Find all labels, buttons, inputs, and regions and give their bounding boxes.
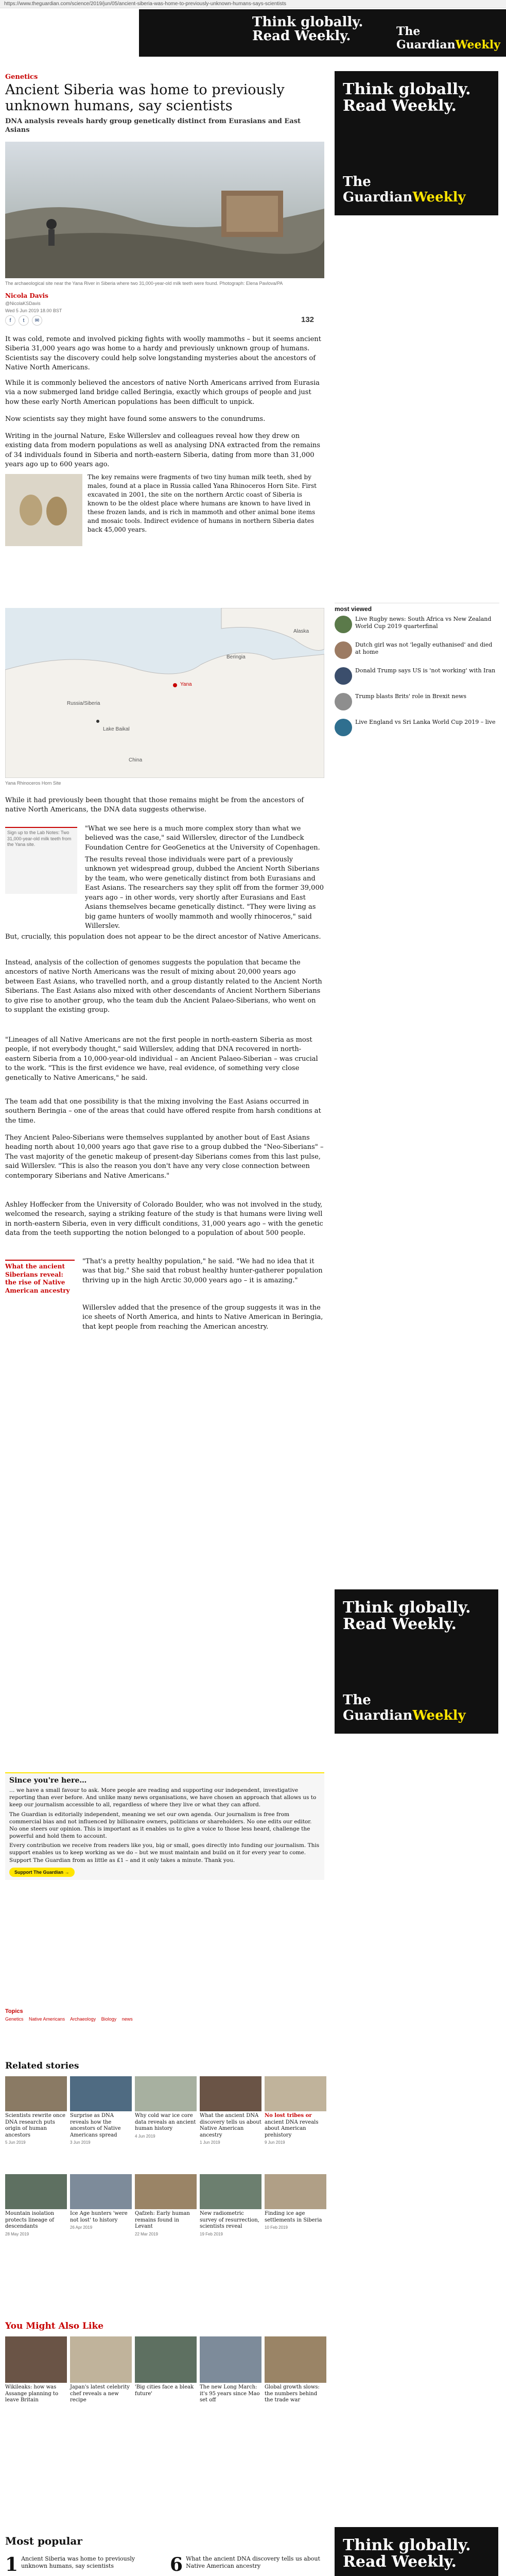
sidebar-ad-bottom[interactable] — [335, 2527, 498, 2576]
related-time: 19 Feb 2019 — [200, 2231, 223, 2236]
related-thumb — [5, 2174, 67, 2209]
related-card-title — [70, 2211, 132, 2224]
ymal-title-text: Japan's latest celebrity chef reveals a new recipe — [70, 2384, 130, 2403]
related-time: 1 Jun 2019 — [200, 2140, 220, 2145]
most-viewed-item[interactable] — [335, 719, 499, 736]
twitter-icon[interactable]: t — [19, 315, 29, 326]
paragraph-8: The results reveal those individuals were part of a previously unknown yet widespread group, dubbed the Ancient North Siberians by the team, who were genetically distinct from both Eurasians and East Asians. The researchers say they split off from the former 39,000 years ago – in other words, very shortly after Eurasians and East Asians themselves became genetically distinct. "They were living as big game hunters of woolly mammoth and woolly rhinoceros," said Willerslev. — [85, 856, 324, 930]
sidebar-ad2-headline: Think globally. Read Weekly. — [343, 1599, 471, 1633]
related-card[interactable] — [70, 2076, 132, 2145]
ymal-thumb — [265, 2336, 326, 2383]
most-viewed-item[interactable] — [335, 693, 499, 710]
related-title-text: Mountain isolation protects lineage of descendants — [5, 2211, 55, 2229]
pull-quote-box — [5, 1260, 75, 1321]
related-card[interactable] — [5, 2076, 67, 2145]
map-label-beringia: Beringia — [226, 654, 246, 660]
address-bar[interactable]: https://www.theguardian.com/science/2019/jun/05/ancient-siberia-was-home-to-previously-unknown-humans-says-scientists — [0, 0, 506, 8]
topics — [5, 2008, 324, 2022]
ad-brand: The GuardianWeekly — [396, 25, 500, 52]
ymal-title-text: The new Long March: it's 95 years since Mao set off — [200, 2384, 260, 2403]
related-card-title — [200, 2113, 261, 2139]
map-caption: Yana Rhinoceros Horn Site — [5, 781, 61, 786]
facebook-icon[interactable]: f — [5, 315, 15, 326]
paragraph-5: The key remains were fragments of two tiny human milk teeth, shed by males, found at a place in Russia called Yana Rhinoceros Horn Site. First excavated in 2001, the site on the northern Arctic coast of Siberia is known to be the oldest place where humans are known to have lived in these frozen lands, and is rich in mammoth and other animal bone items and mosaic tools. Indirect evidence of humans in northern Siberia dates back 45,000 years. — [88, 473, 317, 534]
comments-count[interactable]: 132 — [301, 315, 315, 324]
mv-thumb — [335, 667, 352, 685]
related-card[interactable] — [200, 2076, 261, 2145]
ymal-thumb — [70, 2336, 132, 2383]
mv-text: Donald Trump says US is 'not working' with Iran — [355, 667, 496, 674]
related-title-text: What the ancient DNA discovery tells us about Native American ancestry — [200, 2113, 261, 2138]
paragraph-4: Writing in the journal Nature, Eske Willerslev and colleagues reveal how they drew on existing data from modern populations as well as analysing DNA extracted from the remains of 34 individuals found in Siberia and north-eastern Siberia, dating from more than 31,000 years ago up to 600 years ago. — [5, 432, 321, 469]
sidebar-ad-top[interactable] — [335, 71, 498, 215]
related-thumb — [200, 2174, 261, 2209]
most-popular-item[interactable] — [5, 2555, 160, 2574]
ymal-thumb — [5, 2336, 67, 2383]
related-card[interactable] — [200, 2174, 261, 2236]
related-card[interactable] — [135, 2174, 197, 2236]
related-thumb — [135, 2076, 197, 2111]
related-card-title — [200, 2211, 261, 2230]
related-card[interactable] — [265, 2174, 326, 2230]
ymal-title-text: 'Big cities face a bleak future' — [135, 2384, 194, 2397]
mv-text: Live England vs Sri Lanka World Cup 2019 – live — [355, 719, 496, 725]
related-card[interactable] — [5, 2174, 67, 2236]
signup-caption: Sign up to the Lab Notes: Two 31,000-year-old milk teeth from the Yana site. — [7, 830, 72, 848]
sign-up-image — [5, 827, 77, 894]
main-image-graphic — [5, 142, 324, 278]
related-kicker: No lost tribes or — [265, 2113, 312, 2119]
related-title-text: New radiometric survey of resurrection, scientists reveal — [200, 2211, 259, 2229]
most-popular-text: Ancient Siberia was home to previously unknown humans, say scientists — [21, 2555, 135, 2570]
paragraph-13: They Ancient Paleo-Siberians were themselves supplanted by another bout of East Asians heading north about 10,000 years ago that gave rise to a group dubbed the "Neo-Siberians" – The vast majority of the genetic makeup of present-day Siberians comes from this last pulse, said Willerslev. "This is also the reason you don't have any very close connection between contemporary Siberians and Native Americans." — [5, 1134, 324, 1180]
related-card-title — [265, 2211, 326, 2224]
related-card-title — [265, 2113, 326, 2139]
related-card-title — [5, 2211, 67, 2230]
map-label-baikal: Lake Baikal — [103, 726, 130, 732]
ymal-title-text: Global growth slows: the numbers behind the trade war — [265, 2384, 320, 2403]
related-card-title — [5, 2113, 67, 2139]
related-thumb — [265, 2174, 326, 2209]
paragraph-6: While it had previously been thought that those remains might be from the ancestors of native North Americans, the DNA data suggests otherwise. — [5, 796, 304, 814]
most-viewed — [335, 603, 499, 744]
ymal-card[interactable] — [5, 2336, 67, 2404]
map-label-yana: Yana — [180, 682, 192, 687]
byline — [5, 291, 62, 314]
topics-title: Topics — [5, 2008, 23, 2014]
related-title: Related stories — [5, 2061, 79, 2071]
ad-headline: Think globally. Read Weekly. — [252, 14, 363, 44]
mv-thumb — [335, 641, 352, 659]
ymal-card[interactable] — [135, 2336, 197, 2397]
main-image-caption: The archaeological site near the Yana River in Siberia where two 31,000-year-old milk teeth were found. Photograph: Elena Pavlova/PA — [5, 281, 283, 286]
map-graphic — [5, 608, 324, 778]
ymal-card[interactable] — [265, 2336, 326, 2404]
map-label-russia: Russia/Siberia — [67, 701, 100, 706]
ymal-title-text: Wikileaks: how was Assange planning to leave Britain — [5, 2384, 59, 2403]
topic-link[interactable]: Biology — [101, 2016, 117, 2022]
paragraph-15: "That's a pretty healthy population," he said. "We had no idea that it was that big." She said that robust healthy hunter-gatherer population thriving up in the high Arctic 30,000 years ago – it is amazing." — [82, 1258, 323, 1284]
related-thumb — [70, 2076, 132, 2111]
related-thumb — [200, 2076, 261, 2111]
support-title: Since you're here… — [9, 1776, 87, 1785]
most-popular-title: Most popular — [5, 2535, 82, 2547]
topic-link[interactable]: news — [121, 2016, 133, 2022]
mv-text: Trump blasts Brits' role in Brexit news — [355, 693, 467, 700]
paragraph-2: While it is commonly believed the ancestors of native North Americans arrived from Eurasia via a now submerged land bridge called Beringia, exactly which groups of people and just how these early North American populations has been difficult to unpick. — [5, 379, 320, 406]
sidebar-ad2-brand: The GuardianWeekly — [343, 1692, 466, 1723]
related-time: 4 Jun 2019 — [135, 2133, 155, 2139]
paragraph-10: Instead, analysis of the collection of genomes suggests the population that became the ancestors of native North Americans was the result of mixing about 20,000 years ago between East Asians, who travelled north, and a group distantly related to the Ancient North Siberians. The East Asians also mixed with other descendants of Ancient Northern Siberians to give rise to another group, who the team dub the Ancient Palaeo-Siberians, who went on to supplant the existing group. — [5, 959, 322, 1014]
related-card-title — [70, 2113, 132, 2139]
related-time: 3 Jun 2019 — [70, 2140, 91, 2145]
support-text-3: Every contribution we receive from readers like you, big or small, goes directly into funding our journalism. This support enables us to keep working as we do – but we must maintain and build on it for every year to come. Support The Guardian from as little as £1 – and it only takes a minute. Thank you. — [9, 1842, 320, 1863]
related-card[interactable] — [70, 2174, 132, 2230]
most-popular-item[interactable] — [170, 2555, 324, 2574]
most-popular-rank: 1 — [5, 2554, 19, 2575]
mv-thumb — [335, 616, 352, 633]
related-time: 9 Jun 2019 — [265, 2140, 285, 2145]
related-thumb — [135, 2174, 197, 2209]
related-title-text: Qafzeh: Early human remains found in Levant — [135, 2211, 190, 2229]
mv-thumb — [335, 719, 352, 736]
most-viewed-item[interactable] — [335, 616, 499, 633]
map-figure — [5, 608, 324, 778]
author-handle[interactable]: @NicolaKSDavis — [5, 301, 41, 306]
related-title-text: Scientists rewrite once DNA research puts origin of human ancestors — [5, 2113, 66, 2138]
related-title-text: Ice Age hunters 'were not lost' to history — [70, 2211, 128, 2223]
most-viewed-item[interactable] — [335, 667, 499, 685]
related-card-title — [135, 2113, 197, 2132]
topic-link[interactable]: Genetics — [5, 2016, 24, 2022]
map-label-alaska: Alaska — [293, 629, 309, 634]
related-title-text: Surprise as DNA reveals how the ancestors of Native Americans spread — [70, 2113, 121, 2138]
ymal-thumb — [135, 2336, 197, 2383]
most-popular-text: What the ancient DNA discovery tells us about Native American ancestry — [186, 2555, 320, 2570]
mv-text: Live Rugby news: South Africa vs New Zealand World Cup 2019 quarterfinal — [355, 616, 492, 630]
topic-link[interactable]: Archaeology — [70, 2016, 96, 2022]
map-label-china: China — [129, 757, 143, 763]
sidebar-ad-middle[interactable] — [335, 1589, 498, 1734]
paragraph-9: But, crucially, this population does not appear to be the direct ancestor of Native Americans. — [5, 933, 321, 941]
publish-date: Wed 5 Jun 2019 18.00 BST — [5, 308, 62, 313]
topic-link[interactable]: Native Americans — [29, 2016, 65, 2022]
most-popular-rank: 6 — [170, 2554, 183, 2575]
related-time: 28 May 2019 — [5, 2231, 29, 2236]
support-text-2: The Guardian is editorially independent, meaning we set our own agenda. Our journalism is free from commercial bias and not influenced by billionaire owners, politicians or shareholders. No one edits our editor. No one steers our opinion. This is important as it enables us to give a voice to those less heard, challenge the powerful and hold them to account. — [9, 1811, 312, 1840]
related-title-text: Why cold war ice core data reveals an ancient human history — [135, 2113, 196, 2131]
share-bar — [5, 315, 42, 326]
support-box — [5, 1772, 324, 1880]
paragraph-7: "What we see here is a much more complex story than what we believed was the case," said Willerslev, director of the Lundbeck Foundation Centre for GeoGenetics at the University of Copenhagen. — [85, 825, 320, 852]
related-thumb — [70, 2174, 132, 2209]
section-label[interactable]: Genetics — [5, 73, 38, 81]
related-time: 10 Feb 2019 — [265, 2225, 288, 2230]
ymal-title: You Might Also Like — [5, 2321, 104, 2331]
related-time: 26 Apr 2019 — [70, 2225, 93, 2230]
related-thumb — [265, 2076, 326, 2111]
author-name[interactable]: Nicola Davis — [5, 292, 48, 299]
sidebar-ad-headline: Think globally. Read Weekly. — [343, 80, 471, 115]
related-time: 22 Mar 2019 — [135, 2231, 158, 2236]
sidebar-ad-brand: The GuardianWeekly — [343, 174, 466, 205]
email-icon[interactable]: ✉ — [32, 315, 42, 326]
ymal-thumb — [200, 2336, 261, 2383]
top-ad-small[interactable] — [0, 9, 136, 57]
most-viewed-item[interactable] — [335, 641, 499, 659]
related-card[interactable] — [135, 2076, 197, 2139]
paragraph-3: Now scientists say they might have found some answers to the conundrums. — [5, 415, 266, 423]
sidebar-ad3-headline: Think globally. Read Weekly. — [343, 2536, 471, 2571]
support-text-1: … we have a small favour to ask. More people are reading and supporting our independent, investigative reporting than ever before. And unlike many news organisations, we have chosen an approach that allows us to keep our journalism accessible to all, regardless of where they live or what they can afford. — [9, 1787, 317, 1808]
most-viewed-title: most viewed — [335, 603, 499, 613]
standfirst: DNA analysis reveals hardy group genetically distinct from Eurasians and East Asians — [5, 117, 301, 134]
related-title-text: Finding ice age settlements in Siberia — [265, 2211, 322, 2223]
ymal-card[interactable] — [70, 2336, 132, 2404]
mv-thumb — [335, 693, 352, 710]
paragraph-12: The team add that one possibility is that the mixing involving the East Asians occurred in southern Beringia – one of the areas that could have offered respite from harsh conditions at the time. — [5, 1098, 321, 1125]
paragraph-14: Ashley Hoffecker from the University of Colorado Boulder, who was not involved in the study, welcomed the research, saying a striking feature of the study is that humans were living well in north-eastern Siberia, even in very difficult conditions, 31,000 years ago – with the genetic data from the teeth supporting the notion belonged to a population of about 500 people. — [5, 1201, 323, 1238]
top-ad-banner[interactable] — [139, 9, 506, 57]
pull-quote: What the ancient Siberians reveal: the rise of Native American ancestry — [5, 1263, 70, 1294]
paragraph-11: "Lineages of all Native Americans are not the first people in north-eastern Siberia as most people, if not everybody thought," said Willerslev, adding that DNA recovered in north-eastern Siberia from a 10,000-year-old individual – an Ancient Palaeo-Siberian – was crucial to the work. "This is the first evidence we have, real evidence, of something very close genetically to Native Americans," he said. — [5, 1036, 318, 1082]
paragraph-16: Willerslev added that the presence of the group suggests it was in the ice sheets of North America, and hints to Native American in Beringia, that kept people from reaching the American ancestry. — [82, 1304, 323, 1331]
paragraph-1: It was cold, remote and involved picking fights with woolly mammoths – but it seems ancient Siberia 31,000 years ago was home to a hardy and previously unknown group of humans. Scientists say the discovery could help solve longstanding mysteries about the ancestors of Native North Americans. — [5, 335, 321, 372]
support-button[interactable]: Support The Guardian → — [9, 1868, 75, 1877]
related-title-text: ancient DNA reveals about American prehistory — [265, 2119, 319, 2138]
ymal-card[interactable] — [200, 2336, 261, 2404]
related-card-title — [135, 2211, 197, 2230]
article-headline: Ancient Siberia was home to previously unknown humans, say scientists — [5, 82, 285, 114]
main-image — [5, 142, 324, 278]
mv-text: Dutch girl was not 'legally euthanised' and died at home — [355, 641, 493, 655]
related-card[interactable] — [265, 2076, 326, 2145]
related-time: 5 Jun 2019 — [5, 2140, 26, 2145]
related-thumb — [5, 2076, 67, 2111]
teeth-image — [5, 474, 82, 546]
